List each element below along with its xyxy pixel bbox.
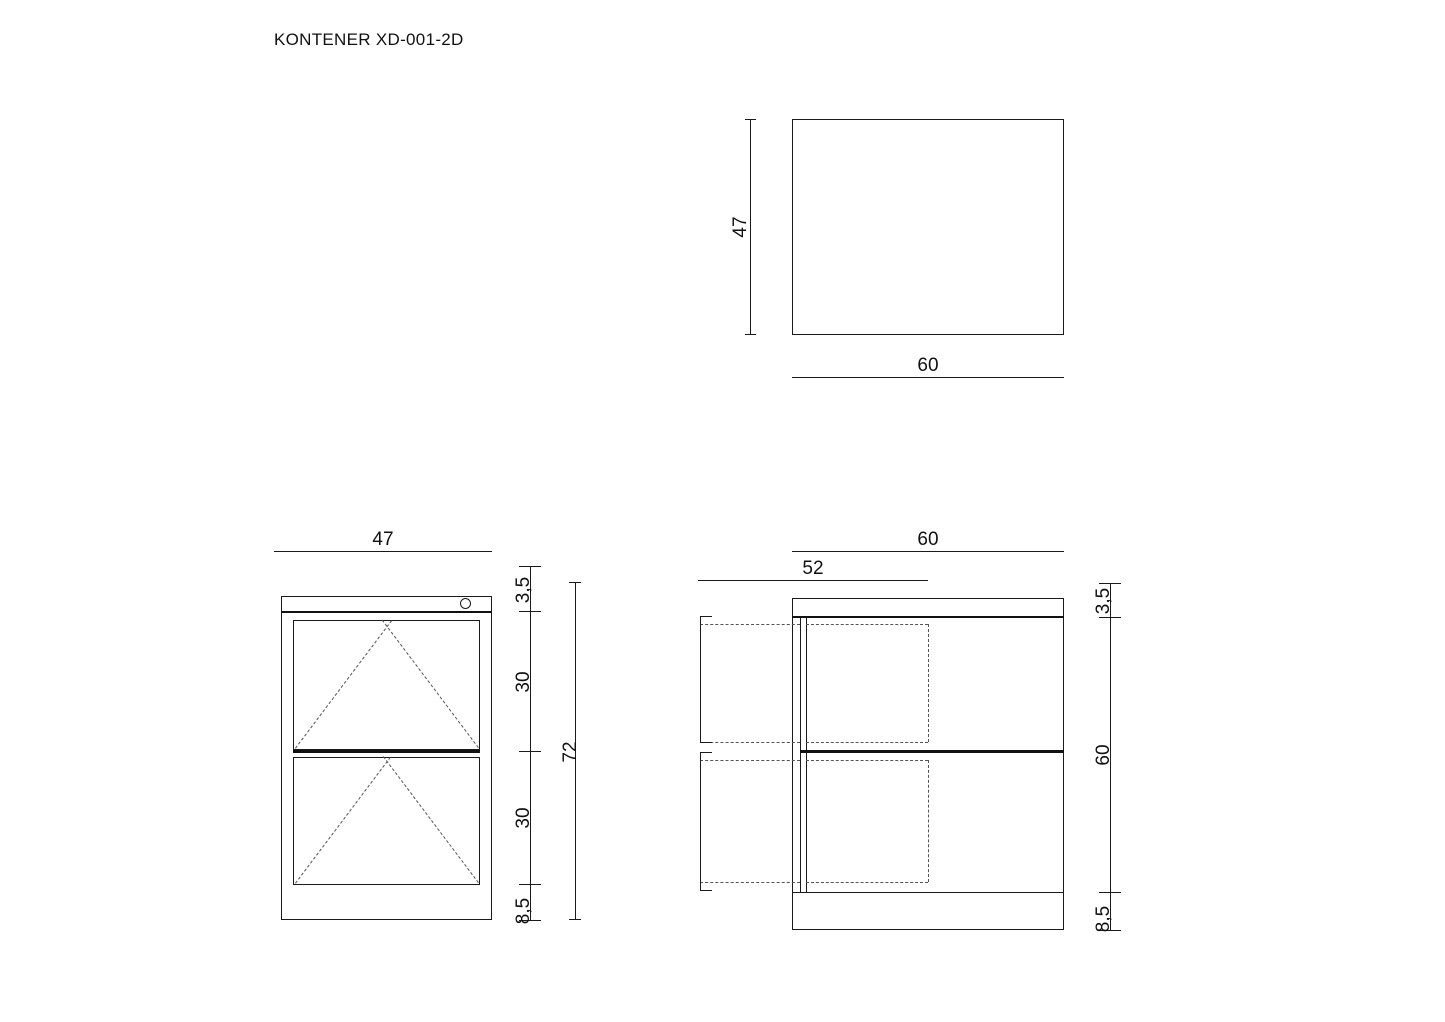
front-view-total-height-tick-bottom <box>569 919 581 920</box>
side-view-extended-drawer-face-upper-cap <box>700 616 712 617</box>
front-view-total-height-tick-top <box>569 582 581 583</box>
front-view-top-panel-line <box>281 611 492 613</box>
front-view-width-value: 47 <box>372 529 394 550</box>
front-view-total-height-value: 72 <box>560 741 581 763</box>
side-view-hidden-drawer-upper-bottom <box>806 742 928 743</box>
side-view-extended-drawer-face-mid-cap-a <box>700 742 712 743</box>
front-view-segment-1-value: 3,5 <box>513 576 534 604</box>
side-view-hidden-drawer-lower-top <box>806 760 928 761</box>
front-view-drawer-lower <box>293 757 480 885</box>
side-view-segment-2-value: 60 <box>1093 744 1114 766</box>
front-view-dim-tick-3 <box>519 884 541 885</box>
side-view-segment-3-value: 8,5 <box>1093 905 1114 933</box>
front-view-dim-tick-2 <box>519 751 541 752</box>
side-view-hidden-drawer-lower-right <box>928 760 929 882</box>
top-view-width-value: 60 <box>917 355 939 376</box>
front-view-dim-chain-line <box>530 566 531 920</box>
side-view-front-edge-line <box>800 616 801 892</box>
drawing-title: KONTENER XD-001-2D <box>274 30 464 49</box>
side-view-divider-line <box>800 750 1064 753</box>
side-view-extended-drawer-face-upper <box>700 616 701 742</box>
side-view-top-panel-line <box>792 616 1064 618</box>
side-view-hidden-drawer-upper-right <box>928 624 929 742</box>
side-view-inner-width-value: 52 <box>802 558 824 579</box>
front-view-segment-2-value: 30 <box>513 671 534 693</box>
side-view-hidden-drawer-lower-bottom <box>806 882 928 883</box>
front-view-drawer-upper <box>293 620 480 750</box>
side-view-extended-drawer-upper-bottom <box>700 742 800 743</box>
side-view-extended-drawer-face-lower-cap <box>700 890 712 891</box>
top-view-height-dim-tick-top <box>745 119 756 120</box>
top-view-height-value: 47 <box>730 216 751 238</box>
front-view-dim-tick-1 <box>519 611 541 612</box>
top-view-width-dim-line <box>792 377 1064 378</box>
side-view-segment-1-value: 3,5 <box>1093 587 1114 615</box>
side-view-extended-drawer-upper-top <box>700 624 800 625</box>
side-view-extended-drawer-lower-top <box>700 760 800 761</box>
front-view-segment-4-value: 8,5 <box>513 897 534 925</box>
side-view-extended-drawer-face-lower <box>700 752 701 890</box>
lock-icon <box>460 598 471 609</box>
side-view-extended-drawer-lower-bottom <box>700 882 800 883</box>
side-view-width-value: 60 <box>917 529 939 550</box>
top-view-height-dim-tick-bottom <box>745 334 756 335</box>
front-view-width-dim-line <box>274 551 492 552</box>
side-view-inner-width-dim-line <box>698 580 928 581</box>
side-view-hidden-drawer-upper-top <box>806 624 928 625</box>
side-view-base-line <box>792 892 1064 893</box>
front-view-segment-3-value: 30 <box>513 807 534 829</box>
top-view-outline <box>792 119 1064 335</box>
side-view-dim-tick-2 <box>1099 892 1121 893</box>
front-view-dim-tick-0 <box>519 566 541 567</box>
front-view-drawer-separator <box>293 750 480 753</box>
side-view-front-edge-line-2 <box>806 616 807 892</box>
side-view-width-dim-line <box>792 551 1064 552</box>
side-view-extended-drawer-face-mid-cap-b <box>700 752 712 753</box>
